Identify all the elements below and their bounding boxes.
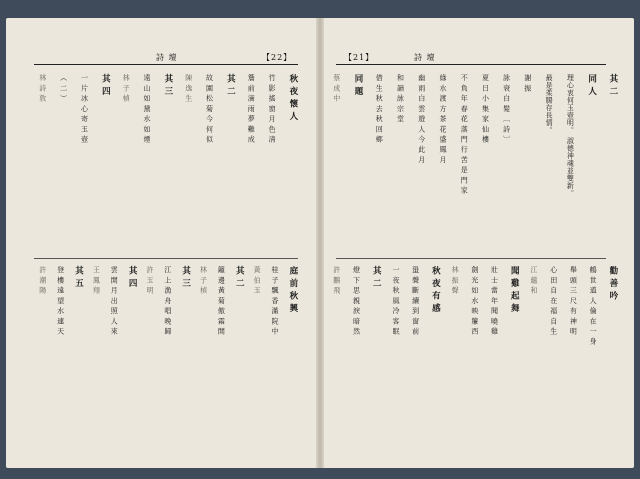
poem-line: 故 園 松 菊 今 何 似 xyxy=(205,74,214,143)
poem-line: 心 田 自 在 福 自 生 xyxy=(549,266,558,335)
poem-title: 秋 夜 懷 人 xyxy=(287,74,298,121)
poem-line: 和 韻 詠 宗 堂 xyxy=(396,74,405,123)
author-name: 林 詩 敦 xyxy=(38,74,47,102)
poem-title: 庭 前 秋 興 xyxy=(287,266,298,313)
poem-title: 其 三 xyxy=(180,266,191,288)
poem-line: 一 片 冰 心 寄 玉 壺 xyxy=(80,74,89,143)
right-top-columns xyxy=(322,74,634,254)
poem-line: 綠 水 渡 方 茶 花 盛 鳳 月 xyxy=(438,74,447,164)
poem-title: 其 二 xyxy=(225,74,236,96)
left-header-rule xyxy=(34,64,298,65)
poem-line: 鶴 世 道 人 倫 在 一 身 xyxy=(589,266,598,346)
poem-line: 壯 士 當 年 聞 曉 雞 xyxy=(490,266,499,335)
author-name: 陳 逸 生 xyxy=(184,74,193,102)
left-header-title: 詩 壇 xyxy=(156,53,178,62)
poem-line: 登 樓 遠 望 水 連 天 xyxy=(56,266,65,335)
poem-line: （ 二 ） xyxy=(59,74,68,102)
poem-title: 其 四 xyxy=(100,74,111,96)
poem-line: 桂 子 飄 香 滿 院 中 xyxy=(270,266,279,335)
right-bottom-columns xyxy=(322,266,634,456)
left-header-number: 【22】 xyxy=(262,53,293,62)
left-middle-rule xyxy=(34,258,298,259)
poem-line: 夏 日 小 集 家 仙 樓 xyxy=(481,74,490,143)
left-bottom-columns xyxy=(6,266,318,456)
author-name: 林 子 楨 xyxy=(199,266,208,294)
right-middle-rule xyxy=(336,258,606,259)
poem-line: 一 夜 秋 風 冷 客 眠 xyxy=(391,266,400,335)
poem-title: 其 五 xyxy=(73,266,84,288)
author-name: 江 蘊 和 xyxy=(529,266,538,294)
poem-line: 竹 影 搖 窗 月 色 清 xyxy=(268,74,277,143)
right-top-band xyxy=(322,74,634,254)
author-name: 許 潮 陽 xyxy=(38,266,47,294)
right-header-title: 詩 壇 xyxy=(414,53,436,62)
poem-title: 其 三 xyxy=(162,74,173,96)
poem-title: 勸 善 吟 xyxy=(607,266,618,300)
poem-line: 理心衷何玉壺明。 淑德神魂並雙新。 xyxy=(566,74,575,197)
poem-line: 籬 邊 黃 菊 傲 霜 開 xyxy=(217,266,226,335)
poem-title: 同 題 xyxy=(353,74,364,96)
poem-title: 其 二 xyxy=(607,74,618,96)
poem-title: 其 四 xyxy=(127,266,138,288)
poem-line: 蛩 聲 斷 續 到 窗 前 xyxy=(411,266,420,335)
author-name: 許 玉 明 xyxy=(145,266,154,294)
poem-line: 借 生 秋 去 秋 回 鄉 xyxy=(375,74,384,143)
author-name: 蔡 成 中 xyxy=(332,74,341,102)
author-name: 王 鳳 翔 xyxy=(92,266,101,294)
poem-line: 劍 光 如 水 映 簾 西 xyxy=(470,266,479,335)
poem-title: 秋 夜 有 感 xyxy=(430,266,441,313)
poem-title: 聞 雞 起 舞 xyxy=(509,266,520,313)
poem-line: 簷 前 滴 雨 夢 難 成 xyxy=(247,74,256,143)
poem-line: 舉 頭 三 尺 有 神 明 xyxy=(569,266,578,335)
right-header-number: 【21】 xyxy=(344,53,375,62)
right-header-rule xyxy=(336,64,606,65)
poem-line: 幽 雨 白 雲 遊 人 今 此 月 xyxy=(417,74,426,164)
poem-line: 遠 山 如 黛 水 如 煙 xyxy=(143,74,152,143)
poem-line: 江 上 漁 舟 唱 晚 歸 xyxy=(163,266,172,335)
right-bottom-band xyxy=(322,266,634,456)
left-bottom-band xyxy=(6,266,318,456)
author-name: 林 子 楨 xyxy=(122,74,131,102)
poem-title: 同 人 xyxy=(586,74,597,96)
left-page xyxy=(6,18,318,468)
poem-line: 謝 振 xyxy=(523,74,532,92)
poem-title: 其 二 xyxy=(371,266,382,288)
author-name: 許 鵬 飛 xyxy=(332,266,341,294)
left-top-columns xyxy=(6,74,318,254)
poem-line: 最是柔腸存長情。 xyxy=(545,74,554,134)
author-name: 黃 伯 玉 xyxy=(253,266,262,294)
poem-line: 燈 下 思 親 淚 暗 然 xyxy=(352,266,361,335)
magazine-spread xyxy=(6,18,634,468)
poem-line: 不 負 年 春 花 落 門 行 苦 是 門 家 xyxy=(460,74,469,194)
poem-line: 雲 開 月 出 照 人 來 xyxy=(110,266,119,335)
poem-title: 其 二 xyxy=(234,266,245,288)
right-page xyxy=(322,18,634,468)
poem-line: 詠 衰 白 髮 〔 詩 〕 xyxy=(502,74,511,143)
left-top-band xyxy=(6,74,318,254)
author-name: 林 振 聲 xyxy=(451,266,460,294)
